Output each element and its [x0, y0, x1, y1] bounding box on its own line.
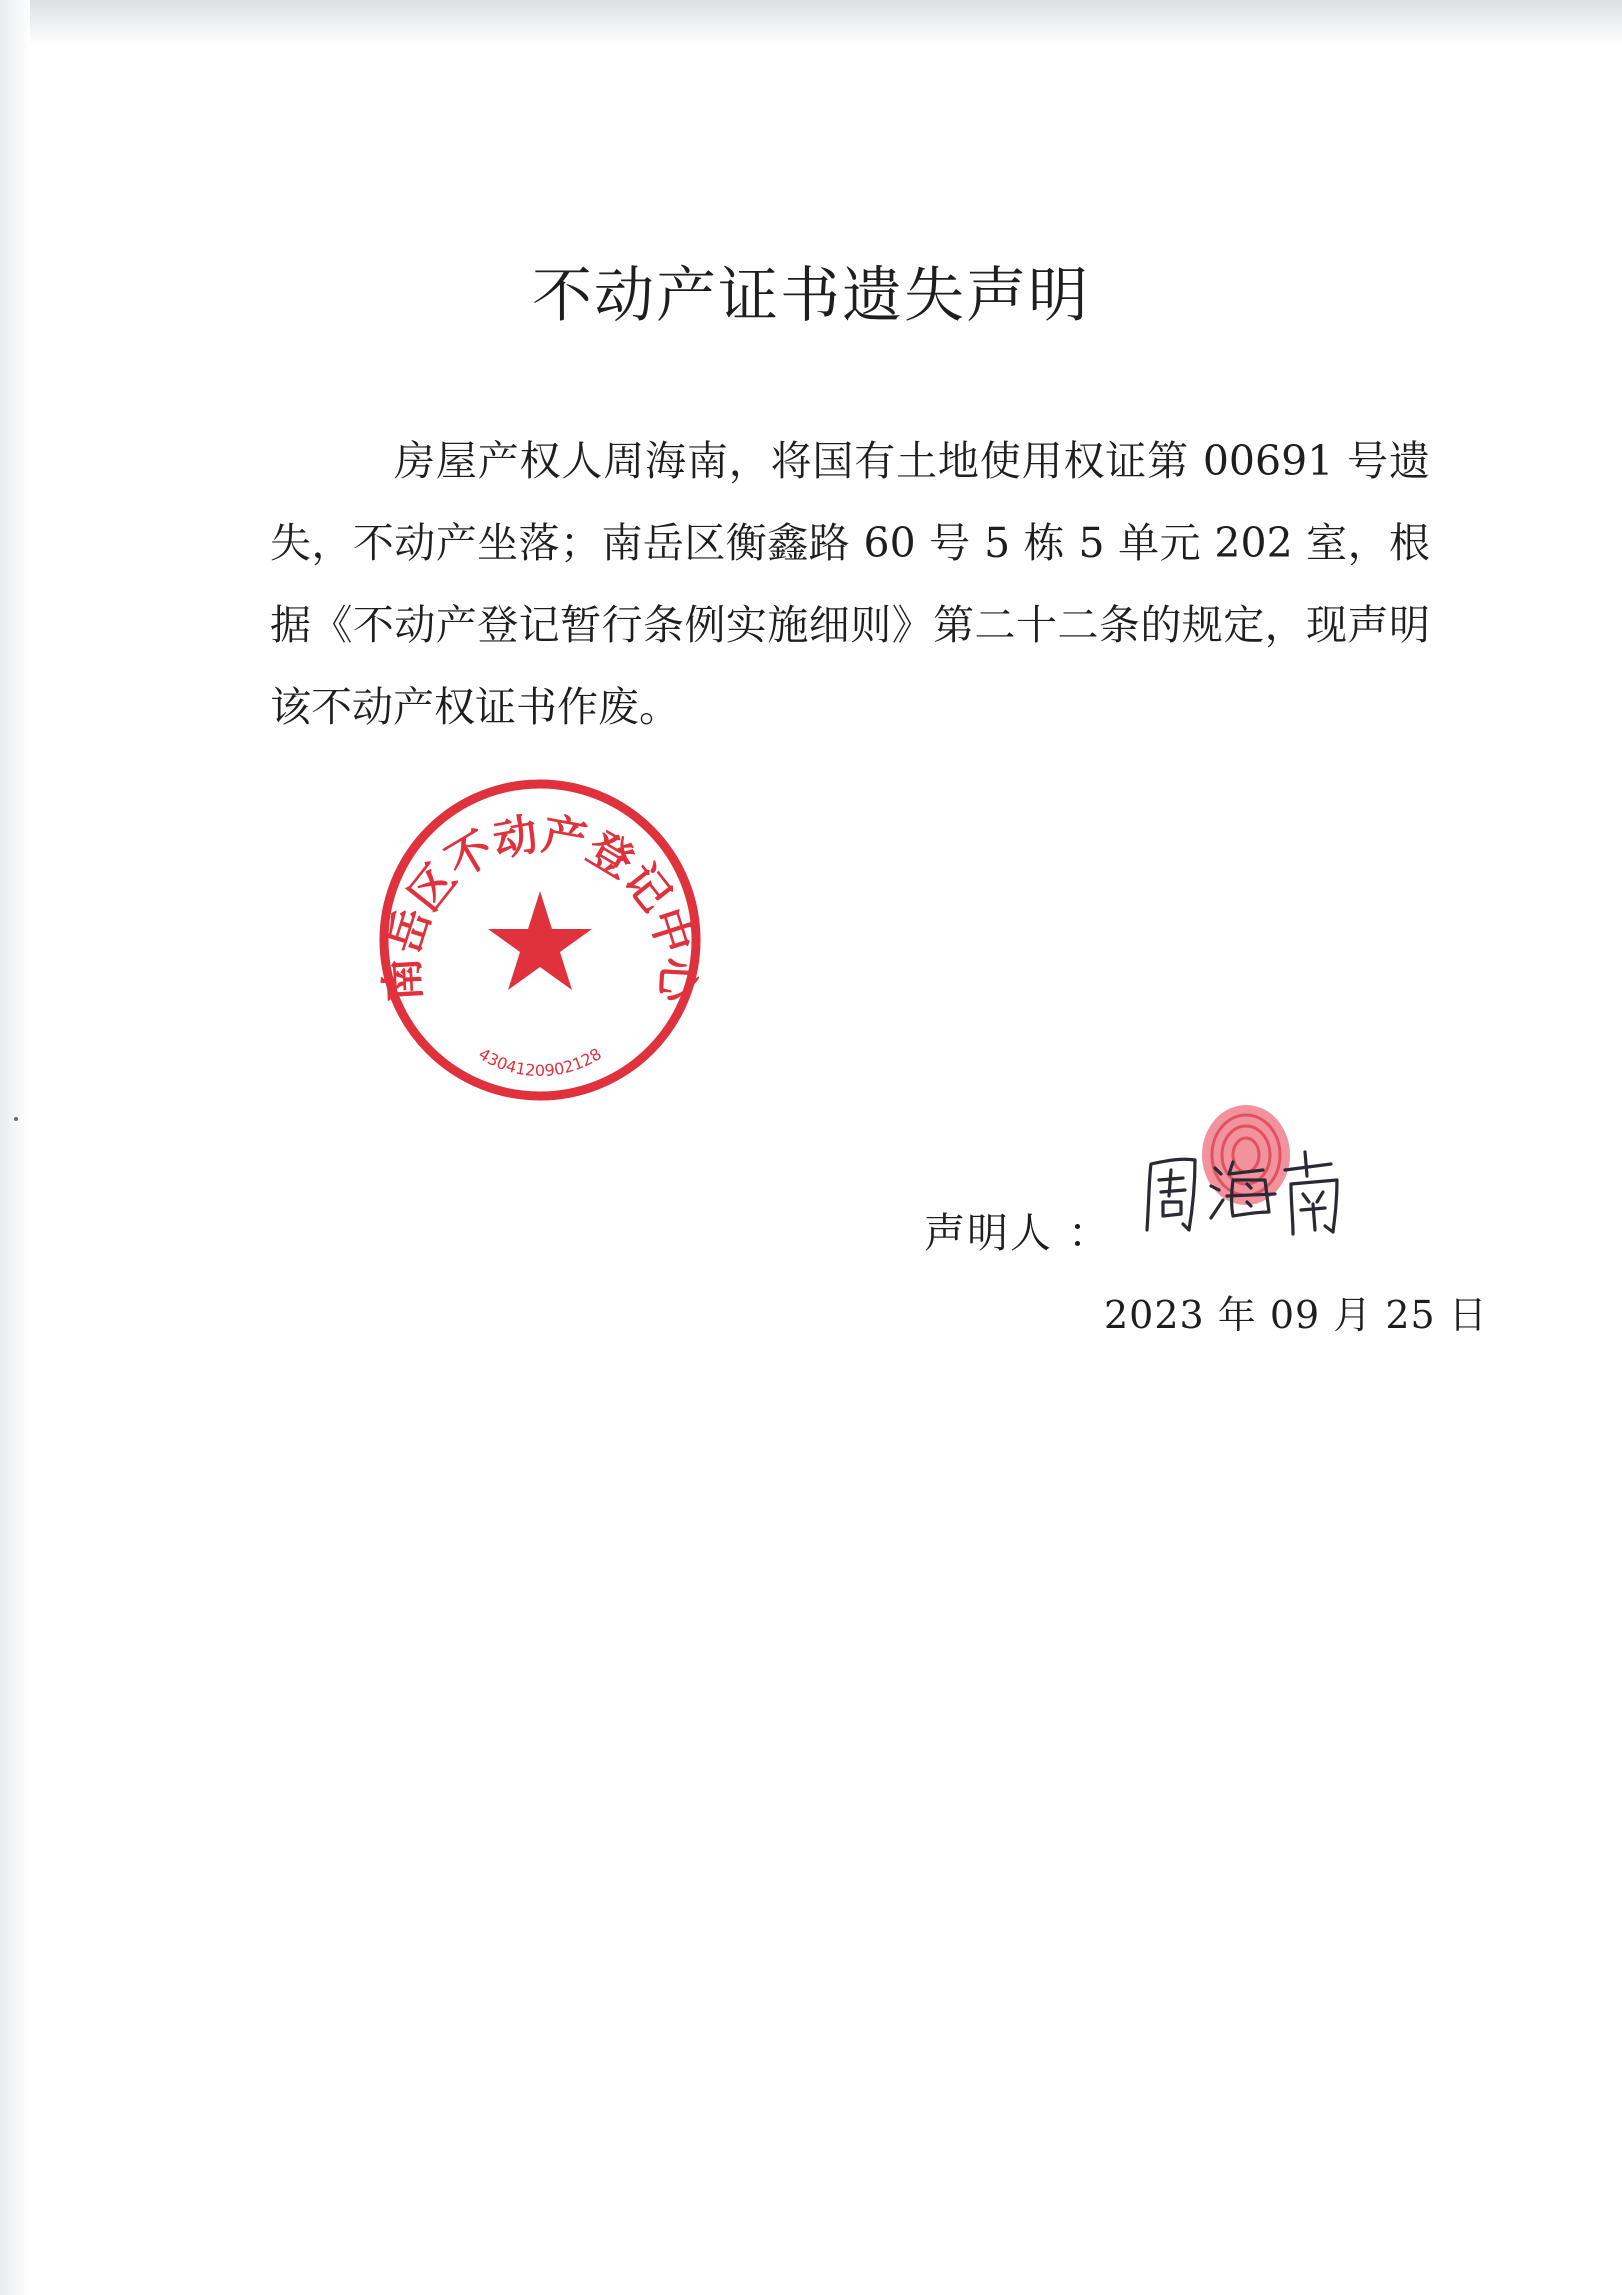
- scan-top-edge: [0, 0, 1622, 46]
- declarant-label: 声明人 ：: [924, 1209, 1112, 1257]
- official-seal: [375, 775, 705, 1105]
- declaration-date: 2023 年 09 月 25 日: [1104, 1293, 1488, 1337]
- scan-speck: [14, 1117, 18, 1121]
- scan-left-edge: [0, 0, 30, 2295]
- star-icon: [488, 891, 592, 990]
- seal-code: 4304120902128: [475, 1044, 605, 1081]
- handwritten-signature: [1135, 1140, 1350, 1240]
- document-title: 不动产证书遗失声明: [532, 261, 1090, 331]
- seal-name: 南岳区不动产登记中心: [377, 808, 703, 1003]
- declaration-body: 房屋产权人周海南，将国有土地使用权证第 00691 号遗失，不动产坐落；南岳区衡鑫路 60 号 5 栋 5 单元 202 室，根据《不动产登记暂行条例实施细则》第二十二条的规定，现声明该不动产权证书作废。: [270, 437, 1430, 731]
